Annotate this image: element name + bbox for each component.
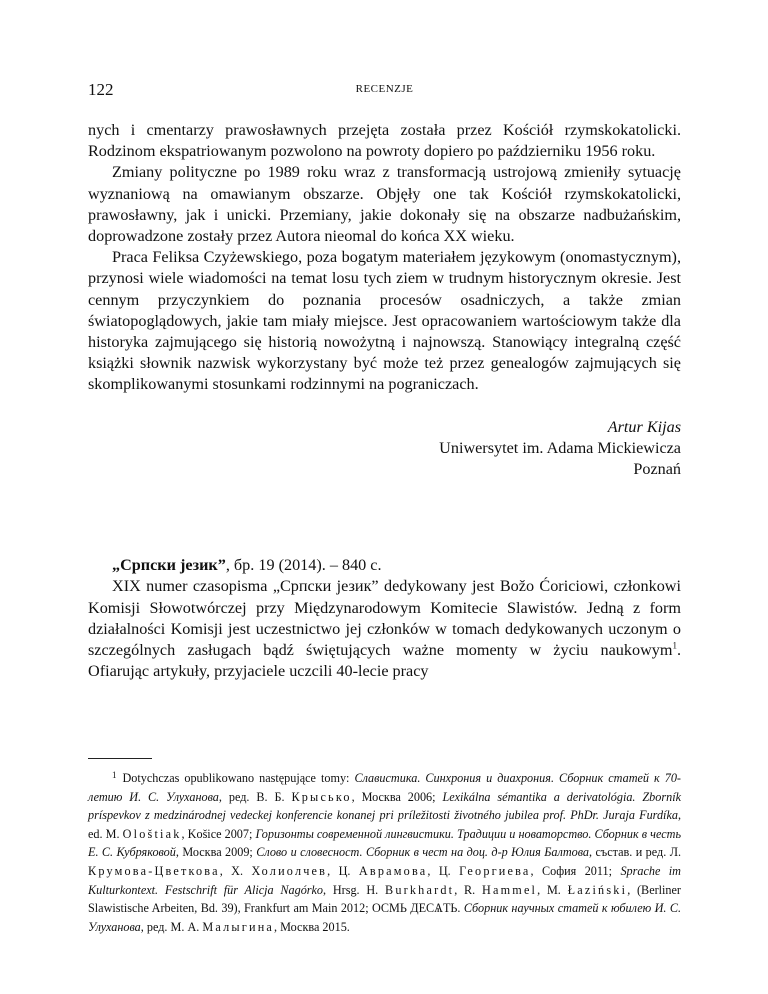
fn-text: , Ц. (427, 863, 460, 878)
footnote-reference: 1 (672, 640, 677, 651)
fn-title: Сборник научных статей к юбилею И. С. Улуханова (88, 901, 682, 934)
fn-title: Славистика. Синхрония и диахрония. Сборник статей к 70-летию И. С. Улуханова (88, 771, 681, 804)
fn-editor: Łaziński (567, 882, 628, 897)
fn-text: . (457, 901, 464, 916)
fn-editor: Hammel (481, 882, 538, 897)
review-text-start: XIX numer czasopisma „Српски језик” dedykowany jest Božo Ćoriciowi, członkowi Komisji Słowotwórczej przy Międzynarodowym Komitecie Slawistów. Jedną z form działalności Komisji jest uczestnictwo jej członków w tomach dedykowanych uczonym o szczególnych zasługach bądź świętujących ważne momenty w życiu naukowym (88, 577, 681, 660)
paragraph: Zmiany polityczne po 1989 roku wraz z transformacją ustrojową zmieniły sytuację wyznaniową na omawianym obszarze. Objęły one tak Kościół rzymskokatolicki, prawosławny, jak i unicki. Przemiany, jakie dokonały się na obszarze nadbużańskim, doprowadzone zostały przez Autora nieomal do końca XX wieku. (88, 163, 681, 246)
reviewer-city: Poznań (633, 460, 681, 479)
page-body (88, 120, 681, 682)
section-title: RECENZJE (355, 83, 414, 95)
fn-text: , София 2011; (530, 863, 621, 878)
fn-editor: Burkhardt (384, 882, 455, 897)
fn-text: , ред. В. Б. (218, 789, 292, 804)
fn-text: , Hrsg. H. (323, 882, 385, 897)
fn-text: Dotychczas opublikowano następujące tomy: (122, 771, 355, 785)
review-heading (88, 555, 681, 576)
fn-text: , състав. и ред. Л. (589, 845, 682, 860)
fn-editor: Малыгина (202, 919, 275, 934)
fn-text: , R. (454, 882, 482, 897)
paragraph: Praca Feliksa Czyżewskiego, poza bogatym materiałem językowym (onomastycznym), przynosi wiele wiadomości na temat losu tych ziem w trudnym historycznym okresie. Jest cennym przyczynkiem do poznania procesów osadniczych, a także zmian światopoglądowych, jakie tam miały miejsce. Jest opracowaniem wartościowym także dla historyka zajmującego się historią nowożytną i najnowszą. Stanowiący integralną część książki słownik nazwisk wykorzystany być może też przez genealogów zajmujących się skomplikowanymi stosunkami rodzinnymi na pograniczach. (88, 248, 681, 394)
fn-editor: Крысько (291, 789, 352, 804)
running-head (88, 80, 681, 100)
page-number: 122 (88, 80, 114, 99)
fn-text: , ред. М. А. (140, 919, 203, 934)
journal-page (88, 0, 681, 994)
fn-editor: Холиолчев (251, 863, 328, 878)
footnote-rule (88, 758, 152, 759)
fn-oldslavic-title: ОСМЬ ДЕСѦТЬ (371, 901, 458, 916)
fn-text: , Ц. (327, 863, 359, 878)
fn-text: , ed. M. (88, 808, 681, 841)
fn-text: , Х. (219, 863, 252, 878)
fn-title: Lexikálna sémantika a derivatológia. Zborník príspevkov z medzinárodnej vedeckej konferencie konanej pri príležitosti životného jubilea prof. PhDr. Juraja Furdíka (88, 789, 681, 823)
fn-text: , (Berliner Slawistische Arbeiten, Bd. 39), Frankfurt am Main 2012; (88, 882, 681, 916)
fn-title: Слово и словесност. Сборник в чест на доц. д-р Юлия Балтова (256, 845, 590, 860)
journal-title: „Српски језик” (112, 556, 226, 575)
review-paragraph (88, 576, 681, 682)
fn-editor: Аврамова (358, 863, 428, 878)
fn-text: , Москва 2009; (175, 845, 257, 860)
fn-text: , M. (537, 882, 568, 897)
reviewer-affiliation: Uniwersytet im. Adama Mickiewicza (439, 438, 681, 457)
fn-editor: Георгиева (459, 863, 531, 878)
review-text-end: . Ofiarując artykuły, przyjaciele uczcili 40-lecie pracy (88, 641, 681, 681)
fn-text: , Košice 2007; (181, 826, 256, 841)
paragraph-continued: nych i cmentarzy prawosławnych przejęta została przez Kościół rzymskokatolicki. Rodzinom ekspatriowanym pozwolono na powroty dopiero po październiku 1956 roku. (88, 121, 681, 161)
fn-text: , Москва 2015. (274, 919, 350, 934)
footnote-number: 1 (112, 770, 117, 780)
fn-editor: Ološtiak (122, 826, 182, 841)
review-signature (88, 417, 681, 481)
reviewer-name: Artur Kijas (607, 417, 681, 436)
footnote (88, 766, 681, 936)
fn-title: Горизонты современной лингвистики. Традиции и новаторство. Сборник в честь Е. С. Кубряковой (88, 826, 682, 860)
journal-details: , бр. 19 (2014). – 840 с. (225, 556, 382, 575)
fn-title: Sprache im Kulturkontext. Festschrift für Alicja Nagórko (88, 863, 681, 897)
fn-editor: Крумова-Цветкова (88, 863, 220, 878)
fn-text: , Москва 2006; (351, 789, 443, 804)
